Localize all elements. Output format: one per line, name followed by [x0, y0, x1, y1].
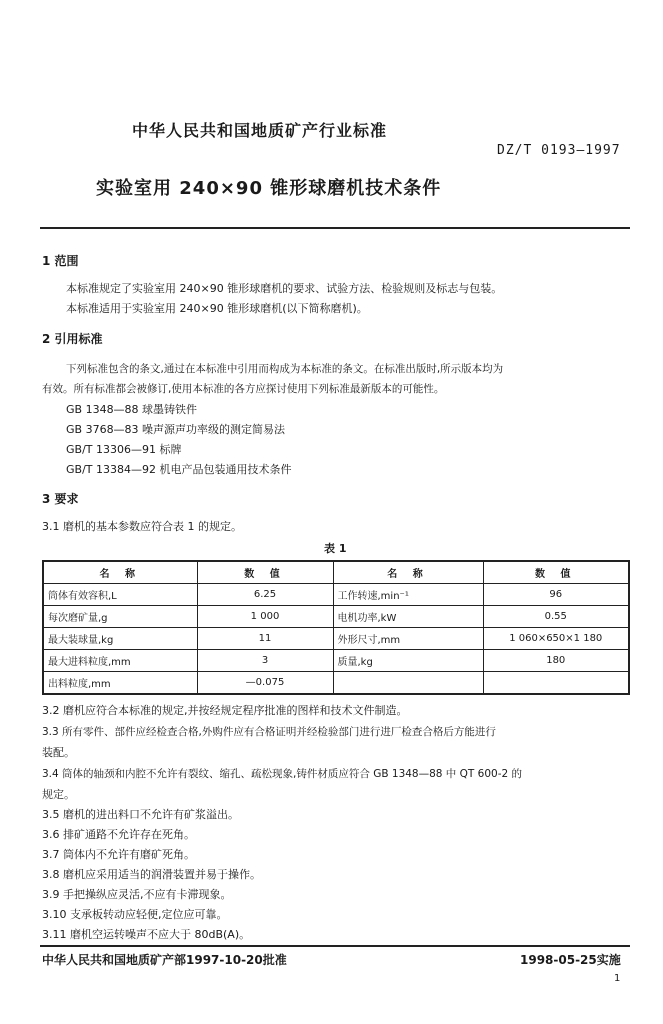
title-rule	[40, 227, 630, 229]
param-value: 3	[197, 650, 333, 672]
footer-rule	[40, 945, 630, 947]
table-row	[43, 628, 629, 650]
param-name: 每次磨矿量,g	[43, 606, 197, 628]
param-name: 筒体有效容积,L	[43, 584, 197, 606]
clause-3-3-line-2: 装配。	[42, 746, 75, 759]
clause-3-10: 3.10 支承板转动应轻便,定位应可靠。	[42, 908, 228, 921]
issuing-org: 中华人民共和国地质矿产行业标准	[132, 121, 388, 140]
clause-3-2: 3.2 磨机应符合本标准的规定,并按经规定程序批准的图样和技术文件制造。	[42, 704, 408, 717]
clause-3-11: 3.11 磨机空运转噪声不应大于 80dB(A)。	[42, 928, 251, 941]
table-row	[43, 650, 629, 672]
clause-3-6: 3.6 排矿通路不允许存在死角。	[42, 828, 195, 841]
table-caption: 表 1	[324, 542, 347, 555]
param-name: 电机功率,kW	[333, 606, 483, 628]
reference-item: GB 3768—83 噪声源声功率级的测定简易法	[66, 423, 286, 436]
table-row	[43, 672, 629, 695]
param-value: 1 060×650×1 180	[483, 628, 629, 650]
param-name: 外形尺寸,mm	[333, 628, 483, 650]
param-name: 最大装球量,kg	[43, 628, 197, 650]
param-name: 工作转速,min⁻¹	[333, 584, 483, 606]
page-number: 1	[614, 973, 621, 984]
param-value	[483, 672, 629, 695]
clause-3-5: 3.5 磨机的进出料口不允许有矿浆溢出。	[42, 808, 239, 821]
effective-date: 1998-05-25实施	[520, 953, 621, 967]
section-1-para-1: 本标准规定了实验室用 240×90 锥形球磨机的要求、试验方法、检验规则及标志与包装。	[66, 282, 503, 295]
param-value: 180	[483, 650, 629, 672]
param-value: —0.075	[197, 672, 333, 695]
param-name	[333, 672, 483, 695]
clause-3-8: 3.8 磨机应采用适当的润滑装置并易于操作。	[42, 868, 261, 881]
section-2-para-line-1: 下列标准包含的条文,通过在本标准中引用而构成为本标准的条文。在标准出版时,所示版本均为	[66, 363, 504, 375]
clause-3-4-line-2: 规定。	[42, 788, 75, 801]
param-name: 质量,kg	[333, 650, 483, 672]
section-2-heading: 2 引用标准	[42, 332, 103, 346]
param-name: 最大进料粒度,mm	[43, 650, 197, 672]
clause-3-4-line-1: 3.4 筒体的轴颈和内腔不允许有裂纹、缩孔、疏松现象,铸件材质应符合 GB 1348—88 中 QT 600-2 的	[42, 768, 523, 780]
table-row	[43, 584, 629, 606]
param-value: 96	[483, 584, 629, 606]
standard-code: DZ/T 0193—1997	[497, 143, 621, 158]
clause-3-3-line-1: 3.3 所有零件、部件应经检查合格,外购件应有合格证明并经检验部门进行进厂检查合格后方能进行	[42, 726, 496, 738]
reference-item: GB/T 13306—91 标牌	[66, 443, 182, 456]
clause-3-7: 3.7 筒体内不允许有磨矿死角。	[42, 848, 195, 861]
section-3-heading: 3 要求	[42, 492, 79, 506]
table-row	[43, 606, 629, 628]
param-value: 0.55	[483, 606, 629, 628]
section-1-para-2: 本标准适用于实验室用 240×90 锥形球磨机(以下简称磨机)。	[66, 302, 368, 315]
approval-line: 中华人民共和国地质矿产部1997-10-20批准	[42, 953, 287, 967]
section-2-para-line-2: 有效。所有标准都会被修订,使用本标准的各方应探讨使用下列标准最新版本的可能性。	[42, 383, 445, 395]
clause-3-1: 3.1 磨机的基本参数应符合表 1 的规定。	[42, 520, 242, 533]
param-value: 11	[197, 628, 333, 650]
document-title: 实验室用 240×90 锥形球磨机技术条件	[96, 178, 442, 199]
parameter-table	[42, 560, 630, 695]
header-name: 名 称	[43, 561, 197, 584]
header-name: 名 称	[333, 561, 483, 584]
reference-item: GB 1348—88 球墨铸铁件	[66, 403, 198, 416]
header-value: 数 值	[197, 561, 333, 584]
reference-item: GB/T 13384—92 机电产品包装通用技术条件	[66, 463, 292, 476]
clause-3-9: 3.9 手把操纵应灵活,不应有卡滞现象。	[42, 888, 232, 901]
table-header-row	[43, 561, 629, 584]
param-value: 6.25	[197, 584, 333, 606]
section-1-heading: 1 范围	[42, 254, 79, 268]
header-value: 数 值	[483, 561, 629, 584]
param-name: 出料粒度,mm	[43, 672, 197, 695]
param-value: 1 000	[197, 606, 333, 628]
